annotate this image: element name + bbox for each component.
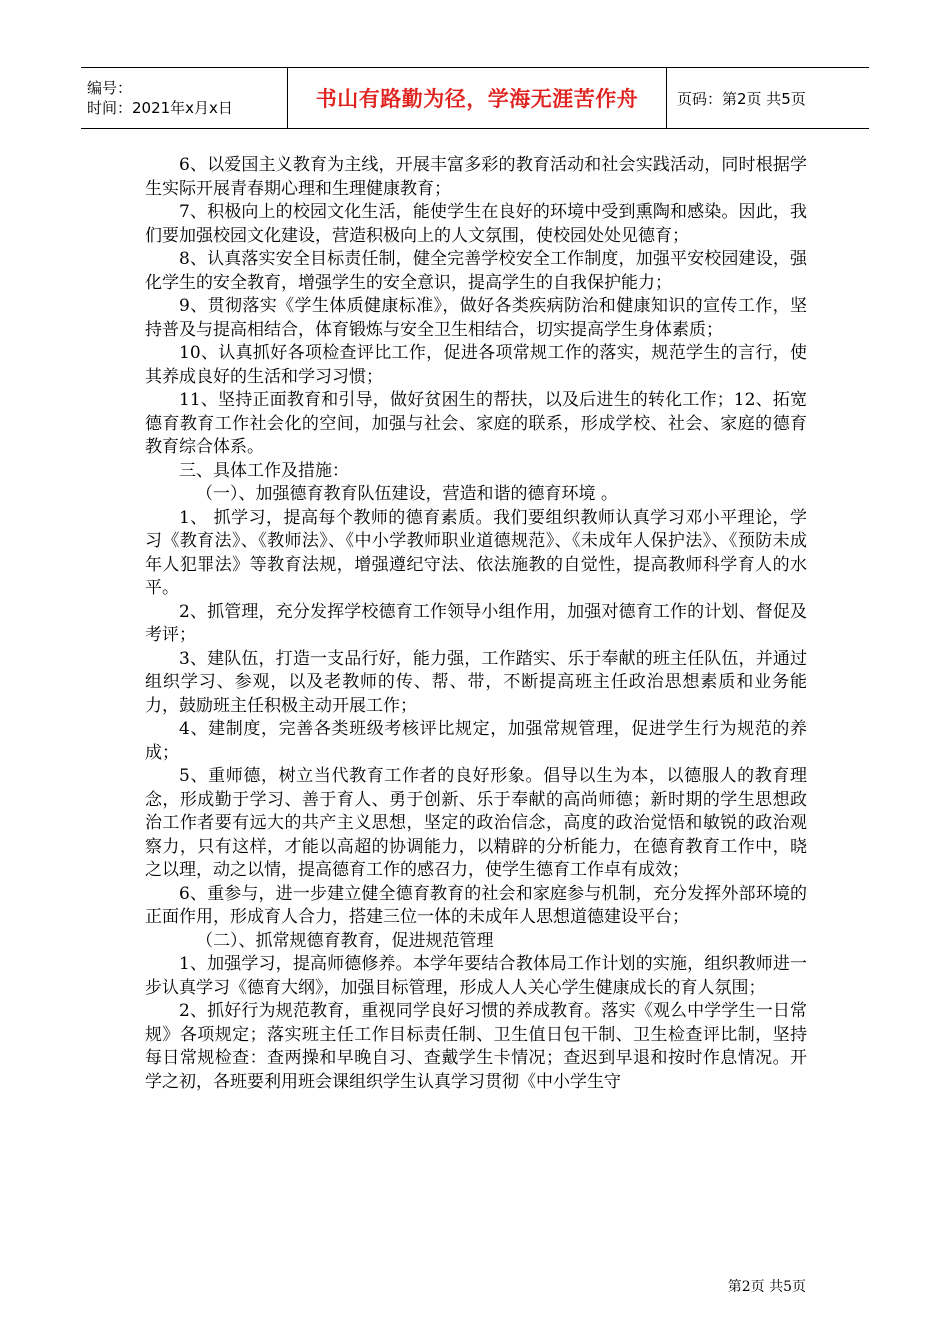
paragraph: 1、 抓学习，提高每个教师的德育素质。我们要组织教师认真学习邓小平理论，学习《教育法》、《教师法》、《中小学教师职业道德规范》、《未成年人保护法》、《预防未成年人犯罪法》等教育法规，增强遵纪守法、依法施教的自觉性，提高教师科学育人的水平。: [145, 507, 807, 598]
subsection-heading: （一）、加强德育教育队伍建设，营造和谐的德育环境 。: [196, 484, 618, 504]
subsection-heading: （二）、抓常规德育教育，促进规范管理: [196, 930, 494, 951]
paragraph: 4、建制度，完善各类班级考核评比规定，加强常规管理，促进学生行为规范的养成；: [145, 719, 807, 763]
header-left-cell: [81, 68, 288, 129]
paragraph: 11、坚持正面教育和引导，做好贫困生的帮扶，以及后进生的转化工作；12、拓宽德育教育工作社会化的空间，加强与社会、家庭的联系，形成学校、社会、家庭的德育教育综合体系。: [145, 390, 807, 457]
paragraph: 1、加强学习，提高师德修养。本学年要结合教体局工作计划的实施，组织教师进一步认真学习《德育大纲》，加强目标管理，形成人人关心学生健康成长的育人氛围；: [145, 954, 807, 998]
paragraph: 5、重师德，树立当代教育工作者的良好形象。倡导以生为本，以德服人的教育理念，形成勤于学习、善于育人、勇于创新、乐于奉献的高尚师德；新时期的学生思想政治工作者要有远大的共产主义思想，坚定的政治信念，高度的政治觉悟和敏锐的政治观察力，只有这样，才能以高超的协调能力，以精辟的分析能力，在德育教育工作中，晓之以理，动之以情，提高德育工作的感召力，使学生德育工作卓有成效；: [145, 766, 807, 880]
document-body: [145, 154, 807, 1094]
paragraph: 7、积极向上的校园文化生活，能使学生在良好的环境中受到熏陶和感染。因此，我们要加强校园文化建设，营造积极向上的人文氛围，使校园处处见德育；: [145, 202, 807, 246]
paragraph: 2、抓管理，充分发挥学校德育工作领导小组作用，加强对德育工作的计划、督促及考评；: [145, 601, 807, 645]
document-number-label: 编号：: [87, 79, 133, 97]
paragraph: 2、抓好行为规范教育，重视同学良好习惯的养成教育。落实《观么中学学生一日常规》各项规定；落实班主任工作目标责任制、卫生值日包干制、卫生检查评比制，坚持每日常规检查：查两操和早晚自习、查戴学生卡情况；查迟到早退和按时作息情况。开学之初，各班要利用班会课组织学生认真学习贯彻《中小学生守: [145, 1001, 807, 1092]
section-heading: 三、具体工作及措施：: [179, 460, 349, 481]
paragraph: 3、建队伍，打造一支品行好，能力强，工作踏实、乐于奉献的班主任队伍，并通过组织学习、参观，以及老教师的传、帮、带，不断提高班主任政治思想素质和业务能力，鼓励班主任积极主动开展工作；: [145, 648, 807, 716]
paragraph: 9、贯彻落实《学生体质健康标准》，做好各类疾病防治和健康知识的宣传工作，坚持普及与提高相结合，体育锻炼与安全卫生相结合，切实提高学生身体素质；: [145, 296, 807, 340]
header-motto: 书山有路勤为径，学海无涯苦作舟: [288, 68, 667, 129]
paragraph: 10、认真抓好各项检查评比工作，促进各项常规工作的落实，规范学生的言行，使其养成良好的生活和学习习惯；: [145, 343, 807, 387]
paragraph: 8、认真落实安全目标责任制，健全完善学校安全工作制度，加强平安校园建设，强化学生的安全教育，增强学生的安全意识，提高学生的自我保护能力；: [145, 249, 807, 293]
paragraph: 6、重参与，进一步建立健全德育教育的社会和家庭参与机制，充分发挥外部环境的正面作用，形成育人合力，搭建三位一体的未成年人思想道德建设平台；: [145, 883, 807, 927]
page-header: [81, 67, 869, 129]
document-date-label: 时间：2021年x月x日: [87, 99, 233, 117]
header-page-code: 页码：第2页 共5页: [667, 68, 870, 129]
page-footer-number: 第2页 共5页: [727, 1279, 806, 1295]
paragraph: 6、以爱国主义教育为主线，开展丰富多彩的教育活动和社会实践活动，同时根据学生实际开展青春期心理和生理健康教育；: [145, 155, 807, 199]
